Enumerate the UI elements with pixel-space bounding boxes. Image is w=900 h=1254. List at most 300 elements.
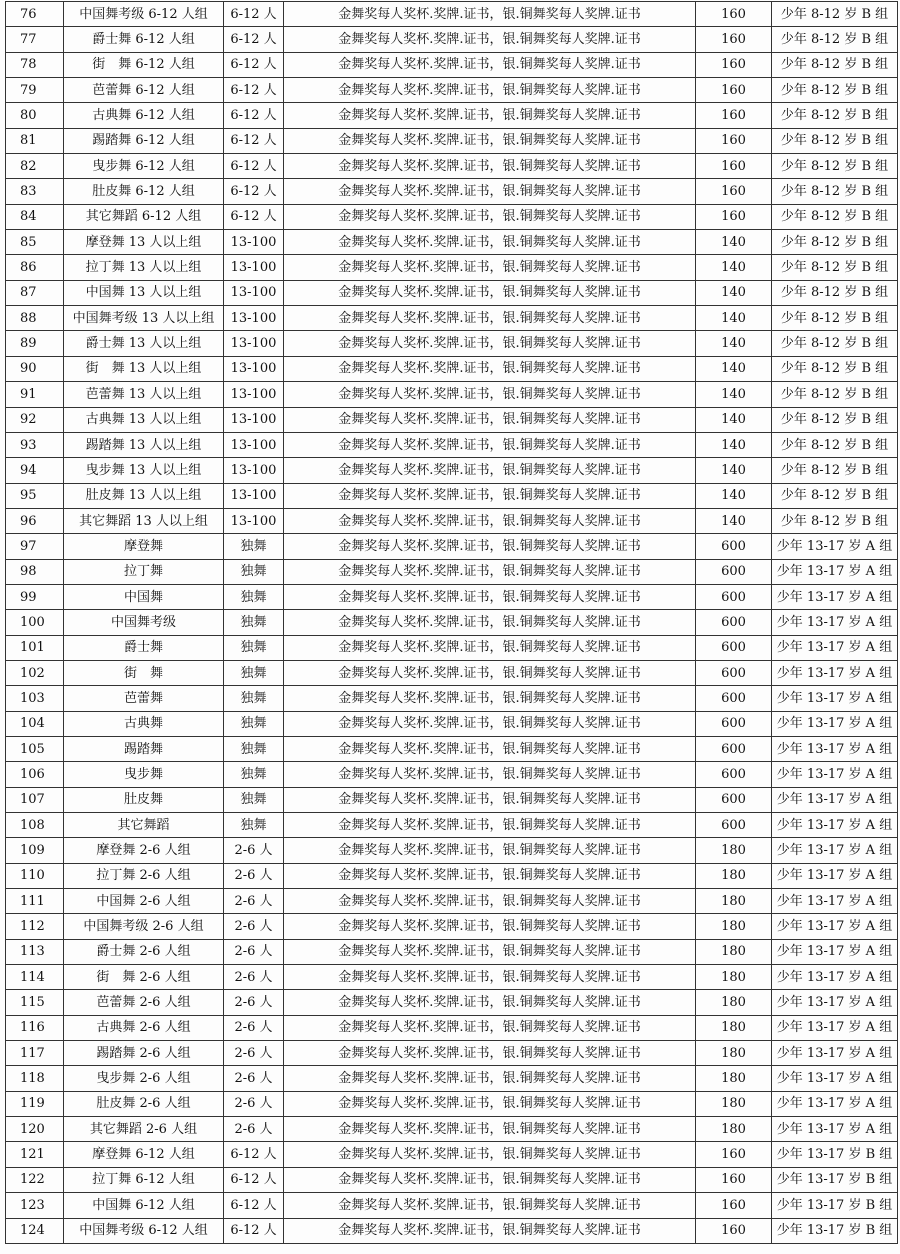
award-description: 金舞奖每人奖杯.奖牌.证书，银.铜舞奖每人奖牌.证书 <box>284 1015 696 1040</box>
age-division: 少年 13-17 岁 A 组 <box>772 610 898 635</box>
age-division: 少年 8-12 岁 B 组 <box>772 52 898 77</box>
group-size: 13-100 <box>224 407 284 432</box>
entry-number: 101 <box>6 635 64 660</box>
category-name: 踢踏舞 6-12 人组 <box>64 128 224 153</box>
category-name: 爵士舞 <box>64 635 224 660</box>
entry-number: 108 <box>6 813 64 838</box>
group-size: 2-6 人 <box>224 914 284 939</box>
entry-number: 84 <box>6 204 64 229</box>
table-row <box>6 508 898 533</box>
award-description: 金舞奖每人奖杯.奖牌.证书，银.铜舞奖每人奖牌.证书 <box>284 686 696 711</box>
category-name: 街 舞 13 人以上组 <box>64 356 224 381</box>
category-name: 曳步舞 <box>64 762 224 787</box>
entry-number: 100 <box>6 610 64 635</box>
table-row <box>6 863 898 888</box>
award-description: 金舞奖每人奖杯.奖牌.证书，银.铜舞奖每人奖牌.证书 <box>284 1218 696 1243</box>
group-size: 6-12 人 <box>224 1142 284 1167</box>
award-description: 金舞奖每人奖杯.奖牌.证书，银.铜舞奖每人奖牌.证书 <box>284 78 696 103</box>
category-name: 中国舞考级 <box>64 610 224 635</box>
category-name: 中国舞考级 13 人以上组 <box>64 306 224 331</box>
table-row <box>6 432 898 457</box>
award-description: 金舞奖每人奖杯.奖牌.证书，银.铜舞奖每人奖牌.证书 <box>284 813 696 838</box>
age-division: 少年 13-17 岁 A 组 <box>772 787 898 812</box>
category-name: 肚皮舞 6-12 人组 <box>64 179 224 204</box>
table-row <box>6 610 898 635</box>
category-name: 中国舞 <box>64 584 224 609</box>
age-division: 少年 13-17 岁 A 组 <box>772 635 898 660</box>
entry-number: 104 <box>6 711 64 736</box>
entry-number: 86 <box>6 255 64 280</box>
entry-fee: 180 <box>696 1015 772 1040</box>
table-row <box>6 1015 898 1040</box>
entry-fee: 140 <box>696 483 772 508</box>
age-division: 少年 8-12 岁 B 组 <box>772 508 898 533</box>
award-description: 金舞奖每人奖杯.奖牌.证书，银.铜舞奖每人奖牌.证书 <box>284 1041 696 1066</box>
category-name: 芭蕾舞 2-6 人组 <box>64 990 224 1015</box>
award-description: 金舞奖每人奖杯.奖牌.证书，银.铜舞奖每人奖牌.证书 <box>284 1066 696 1091</box>
table-row <box>6 458 898 483</box>
table-row <box>6 179 898 204</box>
award-description: 金舞奖每人奖杯.奖牌.证书，银.铜舞奖每人奖牌.证书 <box>284 255 696 280</box>
category-name: 踢踏舞 <box>64 736 224 761</box>
group-size: 2-6 人 <box>224 1091 284 1116</box>
category-name: 其它舞蹈 <box>64 813 224 838</box>
table-row <box>6 27 898 52</box>
group-size: 独舞 <box>224 813 284 838</box>
table-row <box>6 635 898 660</box>
category-name: 其它舞蹈 2-6 人组 <box>64 1117 224 1142</box>
entry-number: 110 <box>6 863 64 888</box>
table-row <box>6 686 898 711</box>
entry-fee: 600 <box>696 660 772 685</box>
entry-number: 111 <box>6 889 64 914</box>
group-size: 13-100 <box>224 432 284 457</box>
entry-number: 95 <box>6 483 64 508</box>
entry-number: 117 <box>6 1041 64 1066</box>
entry-number: 79 <box>6 78 64 103</box>
category-name: 爵士舞 2-6 人组 <box>64 939 224 964</box>
table-row <box>6 1218 898 1243</box>
entry-fee: 180 <box>696 1091 772 1116</box>
entry-fee: 600 <box>696 534 772 559</box>
award-description: 金舞奖每人奖杯.奖牌.证书，银.铜舞奖每人奖牌.证书 <box>284 230 696 255</box>
entry-fee: 160 <box>696 1142 772 1167</box>
table-row <box>6 736 898 761</box>
age-division: 少年 8-12 岁 B 组 <box>772 432 898 457</box>
age-division: 少年 13-17 岁 A 组 <box>772 965 898 990</box>
table-row <box>6 990 898 1015</box>
entry-number: 105 <box>6 736 64 761</box>
award-description: 金舞奖每人奖杯.奖牌.证书，银.铜舞奖每人奖牌.证书 <box>284 331 696 356</box>
group-size: 独舞 <box>224 660 284 685</box>
group-size: 13-100 <box>224 255 284 280</box>
age-division: 少年 13-17 岁 A 组 <box>772 736 898 761</box>
category-name: 爵士舞 13 人以上组 <box>64 331 224 356</box>
group-size: 6-12 人 <box>224 103 284 128</box>
entry-number: 106 <box>6 762 64 787</box>
award-description: 金舞奖每人奖杯.奖牌.证书，银.铜舞奖每人奖牌.证书 <box>284 914 696 939</box>
age-division: 少年 8-12 岁 B 组 <box>772 356 898 381</box>
award-description: 金舞奖每人奖杯.奖牌.证书，银.铜舞奖每人奖牌.证书 <box>284 635 696 660</box>
group-size: 13-100 <box>224 508 284 533</box>
category-name: 曳步舞 6-12 人组 <box>64 154 224 179</box>
table-row <box>6 204 898 229</box>
award-description: 金舞奖每人奖杯.奖牌.证书，银.铜舞奖每人奖牌.证书 <box>284 965 696 990</box>
table-row <box>6 559 898 584</box>
award-description: 金舞奖每人奖杯.奖牌.证书，银.铜舞奖每人奖牌.证书 <box>284 939 696 964</box>
table-row <box>6 407 898 432</box>
age-division: 少年 13-17 岁 A 组 <box>772 813 898 838</box>
award-description: 金舞奖每人奖杯.奖牌.证书，银.铜舞奖每人奖牌.证书 <box>284 407 696 432</box>
table-row <box>6 2 898 27</box>
competition-entries-table <box>5 1 898 1244</box>
age-division: 少年 8-12 岁 B 组 <box>772 128 898 153</box>
group-size: 6-12 人 <box>224 128 284 153</box>
entry-fee: 160 <box>696 78 772 103</box>
award-description: 金舞奖每人奖杯.奖牌.证书，银.铜舞奖每人奖牌.证书 <box>284 356 696 381</box>
age-division: 少年 13-17 岁 A 组 <box>772 1117 898 1142</box>
entry-number: 103 <box>6 686 64 711</box>
category-name: 踢踏舞 2-6 人组 <box>64 1041 224 1066</box>
entry-fee: 600 <box>696 787 772 812</box>
entry-fee: 180 <box>696 1117 772 1142</box>
table-row <box>6 1142 898 1167</box>
category-name: 芭蕾舞 13 人以上组 <box>64 382 224 407</box>
entry-fee: 180 <box>696 965 772 990</box>
category-name: 芭蕾舞 <box>64 686 224 711</box>
entry-number: 118 <box>6 1066 64 1091</box>
award-description: 金舞奖每人奖杯.奖牌.证书，银.铜舞奖每人奖牌.证书 <box>284 204 696 229</box>
group-size: 独舞 <box>224 534 284 559</box>
group-size: 2-6 人 <box>224 1041 284 1066</box>
group-size: 13-100 <box>224 382 284 407</box>
age-division: 少年 13-17 岁 A 组 <box>772 660 898 685</box>
group-size: 6-12 人 <box>224 78 284 103</box>
age-division: 少年 8-12 岁 B 组 <box>772 255 898 280</box>
category-name: 拉丁舞 13 人以上组 <box>64 255 224 280</box>
entry-number: 107 <box>6 787 64 812</box>
category-name: 拉丁舞 6-12 人组 <box>64 1167 224 1192</box>
award-description: 金舞奖每人奖杯.奖牌.证书，银.铜舞奖每人奖牌.证书 <box>284 179 696 204</box>
entry-fee: 600 <box>696 736 772 761</box>
award-description: 金舞奖每人奖杯.奖牌.证书，银.铜舞奖每人奖牌.证书 <box>284 2 696 27</box>
age-division: 少年 8-12 岁 B 组 <box>772 2 898 27</box>
award-description: 金舞奖每人奖杯.奖牌.证书，银.铜舞奖每人奖牌.证书 <box>284 863 696 888</box>
age-division: 少年 13-17 岁 A 组 <box>772 1066 898 1091</box>
entry-number: 83 <box>6 179 64 204</box>
award-description: 金舞奖每人奖杯.奖牌.证书，银.铜舞奖每人奖牌.证书 <box>284 103 696 128</box>
entry-fee: 140 <box>696 382 772 407</box>
table-row <box>6 1167 898 1192</box>
group-size: 6-12 人 <box>224 52 284 77</box>
group-size: 2-6 人 <box>224 863 284 888</box>
age-division: 少年 8-12 岁 B 组 <box>772 204 898 229</box>
entry-fee: 140 <box>696 331 772 356</box>
group-size: 独舞 <box>224 559 284 584</box>
category-name: 肚皮舞 <box>64 787 224 812</box>
entry-number: 89 <box>6 331 64 356</box>
age-division: 少年 8-12 岁 B 组 <box>772 280 898 305</box>
group-size: 13-100 <box>224 483 284 508</box>
entry-fee: 160 <box>696 179 772 204</box>
age-division: 少年 13-17 岁 A 组 <box>772 863 898 888</box>
entry-number: 76 <box>6 2 64 27</box>
age-division: 少年 13-17 岁 B 组 <box>772 1193 898 1218</box>
age-division: 少年 8-12 岁 B 组 <box>772 230 898 255</box>
entry-fee: 140 <box>696 432 772 457</box>
entry-fee: 600 <box>696 584 772 609</box>
table-row <box>6 356 898 381</box>
table-row <box>6 584 898 609</box>
entry-fee: 160 <box>696 128 772 153</box>
age-division: 少年 13-17 岁 A 组 <box>772 990 898 1015</box>
award-description: 金舞奖每人奖杯.奖牌.证书，银.铜舞奖每人奖牌.证书 <box>284 736 696 761</box>
award-description: 金舞奖每人奖杯.奖牌.证书，银.铜舞奖每人奖牌.证书 <box>284 128 696 153</box>
award-description: 金舞奖每人奖杯.奖牌.证书，银.铜舞奖每人奖牌.证书 <box>284 52 696 77</box>
table-row <box>6 762 898 787</box>
table-row <box>6 255 898 280</box>
entry-fee: 180 <box>696 889 772 914</box>
table-row <box>6 1117 898 1142</box>
category-name: 街 舞 <box>64 660 224 685</box>
entry-number: 82 <box>6 154 64 179</box>
entry-fee: 160 <box>696 204 772 229</box>
category-name: 古典舞 6-12 人组 <box>64 103 224 128</box>
category-name: 中国舞 6-12 人组 <box>64 1193 224 1218</box>
table-row <box>6 813 898 838</box>
group-size: 独舞 <box>224 736 284 761</box>
category-name: 肚皮舞 2-6 人组 <box>64 1091 224 1116</box>
table-row <box>6 382 898 407</box>
entry-number: 80 <box>6 103 64 128</box>
award-description: 金舞奖每人奖杯.奖牌.证书，银.铜舞奖每人奖牌.证书 <box>284 1142 696 1167</box>
category-name: 街 舞 2-6 人组 <box>64 965 224 990</box>
award-description: 金舞奖每人奖杯.奖牌.证书，银.铜舞奖每人奖牌.证书 <box>284 660 696 685</box>
entry-fee: 600 <box>696 711 772 736</box>
award-description: 金舞奖每人奖杯.奖牌.证书，银.铜舞奖每人奖牌.证书 <box>284 483 696 508</box>
entry-number: 98 <box>6 559 64 584</box>
category-name: 其它舞蹈 13 人以上组 <box>64 508 224 533</box>
age-division: 少年 8-12 岁 B 组 <box>772 458 898 483</box>
group-size: 2-6 人 <box>224 889 284 914</box>
table-row <box>6 711 898 736</box>
group-size: 6-12 人 <box>224 2 284 27</box>
table-row <box>6 1193 898 1218</box>
age-division: 少年 13-17 岁 A 组 <box>772 584 898 609</box>
table-row <box>6 1066 898 1091</box>
award-description: 金舞奖每人奖杯.奖牌.证书，银.铜舞奖每人奖牌.证书 <box>284 762 696 787</box>
entry-number: 119 <box>6 1091 64 1116</box>
age-division: 少年 13-17 岁 A 组 <box>772 1015 898 1040</box>
category-name: 古典舞 <box>64 711 224 736</box>
table-row <box>6 534 898 559</box>
table-row <box>6 914 898 939</box>
entry-number: 102 <box>6 660 64 685</box>
table-row <box>6 787 898 812</box>
category-name: 中国舞 2-6 人组 <box>64 889 224 914</box>
entry-fee: 140 <box>696 230 772 255</box>
group-size: 独舞 <box>224 787 284 812</box>
group-size: 2-6 人 <box>224 1066 284 1091</box>
award-description: 金舞奖每人奖杯.奖牌.证书，银.铜舞奖每人奖牌.证书 <box>284 838 696 863</box>
award-description: 金舞奖每人奖杯.奖牌.证书，银.铜舞奖每人奖牌.证书 <box>284 508 696 533</box>
entry-fee: 160 <box>696 1167 772 1192</box>
table-row <box>6 78 898 103</box>
category-name: 中国舞考级 6-12 人组 <box>64 1218 224 1243</box>
age-division: 少年 13-17 岁 B 组 <box>772 1167 898 1192</box>
entry-fee: 600 <box>696 610 772 635</box>
entry-number: 81 <box>6 128 64 153</box>
age-division: 少年 13-17 岁 A 组 <box>772 762 898 787</box>
age-division: 少年 8-12 岁 B 组 <box>772 27 898 52</box>
entry-fee: 160 <box>696 52 772 77</box>
group-size: 2-6 人 <box>224 1117 284 1142</box>
table-row <box>6 889 898 914</box>
entry-number: 96 <box>6 508 64 533</box>
category-name: 古典舞 13 人以上组 <box>64 407 224 432</box>
group-size: 独舞 <box>224 584 284 609</box>
category-name: 曳步舞 13 人以上组 <box>64 458 224 483</box>
age-division: 少年 13-17 岁 A 组 <box>772 1091 898 1116</box>
award-description: 金舞奖每人奖杯.奖牌.证书，银.铜舞奖每人奖牌.证书 <box>284 1193 696 1218</box>
category-name: 摩登舞 <box>64 534 224 559</box>
group-size: 13-100 <box>224 331 284 356</box>
group-size: 13-100 <box>224 230 284 255</box>
entry-fee: 180 <box>696 838 772 863</box>
entry-number: 90 <box>6 356 64 381</box>
category-name: 中国舞考级 2-6 人组 <box>64 914 224 939</box>
entry-number: 115 <box>6 990 64 1015</box>
group-size: 13-100 <box>224 458 284 483</box>
group-size: 2-6 人 <box>224 939 284 964</box>
group-size: 6-12 人 <box>224 204 284 229</box>
entry-fee: 180 <box>696 914 772 939</box>
entry-fee: 160 <box>696 103 772 128</box>
entry-number: 123 <box>6 1193 64 1218</box>
group-size: 独舞 <box>224 635 284 660</box>
group-size: 6-12 人 <box>224 27 284 52</box>
entry-fee: 180 <box>696 990 772 1015</box>
category-name: 中国舞考级 6-12 人组 <box>64 2 224 27</box>
age-division: 少年 13-17 岁 A 组 <box>772 559 898 584</box>
entry-fee: 160 <box>696 1218 772 1243</box>
entry-fee: 180 <box>696 863 772 888</box>
age-division: 少年 8-12 岁 B 组 <box>772 382 898 407</box>
category-name: 其它舞蹈 6-12 人组 <box>64 204 224 229</box>
group-size: 6-12 人 <box>224 1193 284 1218</box>
entry-fee: 180 <box>696 1066 772 1091</box>
entry-fee: 140 <box>696 458 772 483</box>
entry-number: 124 <box>6 1218 64 1243</box>
group-size: 2-6 人 <box>224 990 284 1015</box>
group-size: 2-6 人 <box>224 1015 284 1040</box>
table-row <box>6 1041 898 1066</box>
category-name: 街 舞 6-12 人组 <box>64 52 224 77</box>
award-description: 金舞奖每人奖杯.奖牌.证书，银.铜舞奖每人奖牌.证书 <box>284 534 696 559</box>
group-size: 独舞 <box>224 686 284 711</box>
entry-fee: 140 <box>696 280 772 305</box>
entry-number: 113 <box>6 939 64 964</box>
award-description: 金舞奖每人奖杯.奖牌.证书，银.铜舞奖每人奖牌.证书 <box>284 27 696 52</box>
table-row <box>6 483 898 508</box>
age-division: 少年 13-17 岁 B 组 <box>772 1218 898 1243</box>
award-description: 金舞奖每人奖杯.奖牌.证书，银.铜舞奖每人奖牌.证书 <box>284 711 696 736</box>
entry-fee: 140 <box>696 306 772 331</box>
entry-fee: 160 <box>696 154 772 179</box>
entry-fee: 600 <box>696 686 772 711</box>
award-description: 金舞奖每人奖杯.奖牌.证书，银.铜舞奖每人奖牌.证书 <box>284 154 696 179</box>
award-description: 金舞奖每人奖杯.奖牌.证书，银.铜舞奖每人奖牌.证书 <box>284 1091 696 1116</box>
age-division: 少年 8-12 岁 B 组 <box>772 154 898 179</box>
award-description: 金舞奖每人奖杯.奖牌.证书，银.铜舞奖每人奖牌.证书 <box>284 382 696 407</box>
category-name: 爵士舞 6-12 人组 <box>64 27 224 52</box>
group-size: 6-12 人 <box>224 1218 284 1243</box>
entry-number: 97 <box>6 534 64 559</box>
table-row <box>6 939 898 964</box>
table-row <box>6 128 898 153</box>
entry-fee: 140 <box>696 255 772 280</box>
award-description: 金舞奖每人奖杯.奖牌.证书，银.铜舞奖每人奖牌.证书 <box>284 432 696 457</box>
table-row <box>6 838 898 863</box>
entry-number: 116 <box>6 1015 64 1040</box>
entry-fee: 140 <box>696 356 772 381</box>
group-size: 6-12 人 <box>224 179 284 204</box>
age-division: 少年 13-17 岁 A 组 <box>772 534 898 559</box>
entry-fee: 160 <box>696 2 772 27</box>
table-row <box>6 280 898 305</box>
entry-number: 78 <box>6 52 64 77</box>
table-row <box>6 1091 898 1116</box>
group-size: 2-6 人 <box>224 965 284 990</box>
entry-fee: 180 <box>696 939 772 964</box>
entry-number: 94 <box>6 458 64 483</box>
entry-number: 77 <box>6 27 64 52</box>
age-division: 少年 13-17 岁 A 组 <box>772 939 898 964</box>
age-division: 少年 8-12 岁 B 组 <box>772 407 898 432</box>
award-description: 金舞奖每人奖杯.奖牌.证书，银.铜舞奖每人奖牌.证书 <box>284 1117 696 1142</box>
group-size: 13-100 <box>224 306 284 331</box>
entry-fee: 160 <box>696 1193 772 1218</box>
age-division: 少年 13-17 岁 A 组 <box>772 914 898 939</box>
category-name: 拉丁舞 <box>64 559 224 584</box>
category-name: 踢踏舞 13 人以上组 <box>64 432 224 457</box>
category-name: 摩登舞 2-6 人组 <box>64 838 224 863</box>
age-division: 少年 13-17 岁 A 组 <box>772 686 898 711</box>
entry-fee: 140 <box>696 407 772 432</box>
age-division: 少年 13-17 岁 B 组 <box>772 1142 898 1167</box>
table-row <box>6 965 898 990</box>
table-row <box>6 660 898 685</box>
entry-number: 87 <box>6 280 64 305</box>
entry-number: 109 <box>6 838 64 863</box>
group-size: 独舞 <box>224 762 284 787</box>
entry-number: 122 <box>6 1167 64 1192</box>
award-description: 金舞奖每人奖杯.奖牌.证书，银.铜舞奖每人奖牌.证书 <box>284 280 696 305</box>
group-size: 13-100 <box>224 280 284 305</box>
award-description: 金舞奖每人奖杯.奖牌.证书，银.铜舞奖每人奖牌.证书 <box>284 1167 696 1192</box>
table-row <box>6 103 898 128</box>
age-division: 少年 8-12 岁 B 组 <box>772 331 898 356</box>
age-division: 少年 13-17 岁 A 组 <box>772 838 898 863</box>
entry-number: 91 <box>6 382 64 407</box>
entry-fee: 600 <box>696 559 772 584</box>
entry-fee: 160 <box>696 27 772 52</box>
table-body <box>6 2 898 1244</box>
award-description: 金舞奖每人奖杯.奖牌.证书，银.铜舞奖每人奖牌.证书 <box>284 584 696 609</box>
entry-number: 99 <box>6 584 64 609</box>
age-division: 少年 8-12 岁 B 组 <box>772 483 898 508</box>
entry-number: 92 <box>6 407 64 432</box>
